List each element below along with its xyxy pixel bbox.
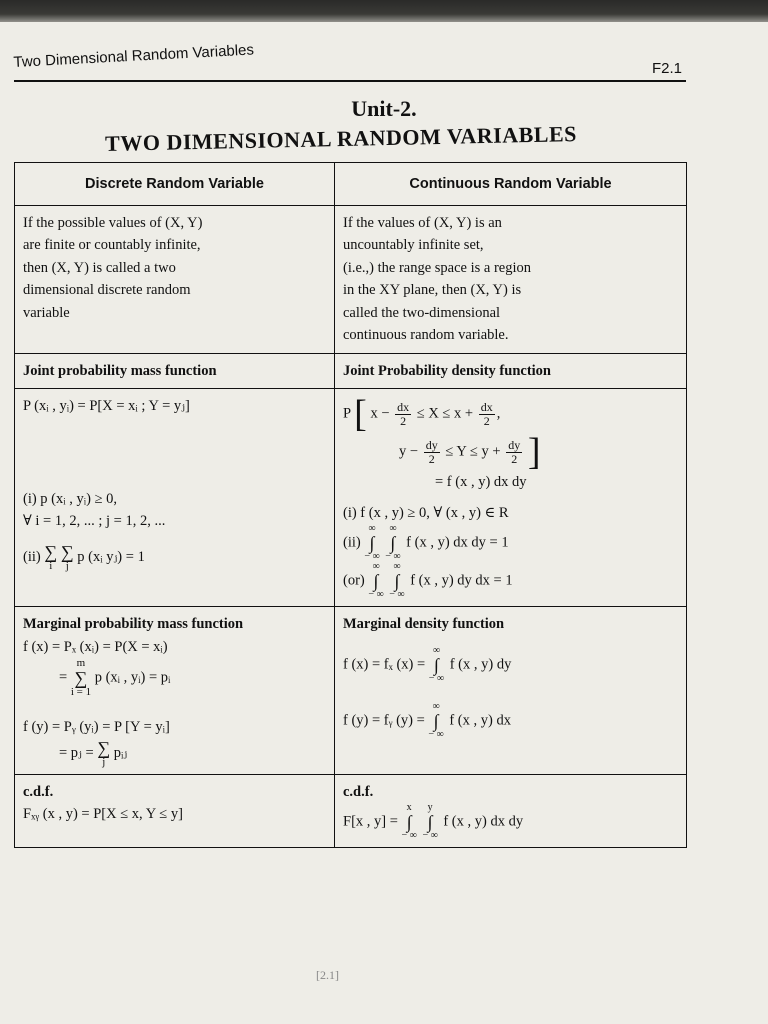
joint-title-row [15, 353, 687, 388]
prob-symbol: P [343, 405, 351, 422]
def-discrete-line: variable [23, 304, 70, 321]
marginal-row [15, 607, 687, 774]
jpdf-l2b: ≤ Y ≤ y + [445, 443, 501, 460]
comparison-table [14, 162, 687, 848]
jpdf-prob-line-1: P [ x − $\frac{dx}{2}$ ≤ X ≤ x + $\frac{dx}{2}$ , [343, 393, 501, 436]
jpdf-body [335, 389, 687, 607]
running-head-title: Two Dimensional Random Variables [13, 41, 255, 71]
mpmf-fy-sum [23, 739, 326, 768]
def-discrete-line: If the possible values of (X, Y) [23, 215, 203, 231]
cdf-row [15, 774, 687, 847]
integral: ∞ ∫ − ∞ [428, 700, 444, 740]
cdf-discrete [15, 774, 335, 847]
mpmf-fx: f (x) = Pₓ (xᵢ) = P(X = xᵢ) [23, 638, 168, 655]
mdf-title: Marginal density function [343, 616, 505, 633]
sum-i: ∑ i [44, 541, 58, 572]
def-continuous-line: (i.e.,) the range space is a region [343, 259, 532, 276]
definition-discrete [15, 206, 335, 354]
def-continuous-line: If the values of (X, Y) is an [343, 215, 502, 231]
def-continuous-line: uncountably infinite set, [343, 237, 484, 254]
footer-page-number: [2.1] [316, 968, 339, 982]
jpdf-l2a: y − [399, 443, 419, 460]
mdf-fx [343, 646, 678, 684]
jpdf-l1a: x − [370, 405, 390, 422]
mdf-fy-lhs: f (y) = fᵧ (y) = [343, 712, 425, 729]
mdf-fy [343, 702, 678, 740]
running-head [13, 41, 686, 82]
cdf-title-continuous: c.d.f. [343, 783, 374, 800]
def-continuous-line: continuous random variable. [343, 327, 509, 344]
cdf-lhs: F[x , y] = [343, 813, 398, 830]
integral: ∞ ∫ − ∞ [428, 644, 445, 684]
def-discrete-line: dimensional discrete random [23, 282, 191, 299]
mpmf-fx-sum [23, 658, 326, 698]
mpmf-fx-expression: p (xᵢ , yᵢ) = pᵢ [94, 669, 171, 686]
jpdf-condition-2 [343, 524, 678, 562]
jpmf-condition-2 [23, 543, 326, 572]
mpmf-body [15, 607, 335, 774]
cdf-continuous-formula [343, 803, 678, 841]
unit-heading: Unit-2. [351, 96, 417, 121]
cdf-title-discrete: c.d.f. [23, 783, 54, 800]
integral: y ∫ − ∞ [422, 802, 438, 842]
jpmf-body [15, 389, 335, 607]
def-discrete-line: then (X, Y) is called a two [23, 259, 176, 276]
mpmf-title: Marginal probability mass function [23, 616, 244, 633]
jpdf-condition-2-or [343, 562, 678, 600]
mpmf-fy-expression: pᵢⱼ [113, 744, 128, 761]
condition-label: (ii) [343, 534, 361, 551]
mdf-fx-lhs: f (x) = fₓ (x) = [343, 656, 426, 673]
jpdf-title: Joint Probability density function [335, 353, 687, 388]
jpdf-prob-line-2: y − $\frac{dy}{2}$ ≤ Y ≤ y + $\frac{dy}{2}$ ] [399, 431, 541, 474]
jpmf-condition-1: (i) p (xᵢ , yᵢ) ≥ 0, [23, 490, 118, 507]
cdf-rhs: f (x , y) dx dy [443, 813, 524, 830]
jpmf-condition-1b: ∀ i = 1, 2, ... ; j = 1, 2, ... [23, 513, 166, 530]
mdf-body [335, 607, 687, 774]
jpdf-prob-line-3: = f (x , y) dx dy [435, 474, 527, 491]
integral: ∞ ∫ − ∞ [389, 561, 405, 601]
mdf-fx-rhs: f (x , y) dy [449, 656, 512, 673]
definition-row [15, 206, 687, 354]
page-title: TWO DIMENSIONAL RANDOM VARIABLES [104, 121, 578, 156]
table-header-row [15, 163, 687, 206]
sum-j: ∑ j [97, 737, 111, 768]
jpmf-sum-expression: p (xᵢ yⱼ) = 1 [77, 548, 145, 565]
definition-continuous [335, 206, 687, 354]
jpmf-definition: P (xᵢ , yᵢ) = P[X = xᵢ ; Y = yⱼ] [23, 398, 190, 415]
integral: ∞ ∫ − ∞ [368, 561, 384, 601]
condition-label: (ii) [23, 548, 41, 565]
cdf-discrete-formula: Fₓᵧ (x , y) = P[X ≤ x, Y ≤ y] [23, 806, 183, 823]
mpmf-fy: f (y) = Pᵧ (yᵢ) = P [Y = yᵢ] [23, 719, 170, 736]
integral: ∞ ∫ − ∞ [364, 523, 380, 563]
jpdf-l1b: ≤ X ≤ x + [416, 405, 474, 422]
def-continuous-line: called the two-dimensional [343, 304, 501, 321]
def-discrete-line: are finite or countably infinite, [23, 237, 201, 254]
sum-j: ∑ j [60, 541, 74, 572]
jpdf-integral-expression-or: f (x , y) dy dx = 1 [410, 572, 513, 589]
integral: x ∫ − ∞ [401, 802, 417, 842]
sum-i: m ∑ i = 1 [70, 657, 92, 699]
joint-body-row [15, 389, 687, 607]
jpdf-condition-1: (i) f (x , y) ≥ 0, ∀ (x , y) ∈ R [343, 504, 509, 521]
integral: ∞ ∫ − ∞ [385, 523, 401, 563]
page-number: F2.1 [651, 60, 682, 77]
col-header-continuous: Continuous Random Variable [335, 163, 687, 206]
equals: = pⱼ = [59, 744, 94, 761]
equals: = [59, 669, 68, 686]
jpmf-title: Joint probability mass function [15, 353, 335, 388]
col-header-discrete: Discrete Random Variable [15, 163, 335, 206]
cdf-continuous [335, 774, 687, 847]
def-continuous-line: in the XY plane, then (X, Y) is [343, 282, 522, 299]
jpdf-integral-expression: f (x , y) dx dy = 1 [406, 534, 509, 551]
condition-label: (or) [343, 572, 365, 589]
mdf-fy-rhs: f (x , y) dx [449, 712, 511, 729]
